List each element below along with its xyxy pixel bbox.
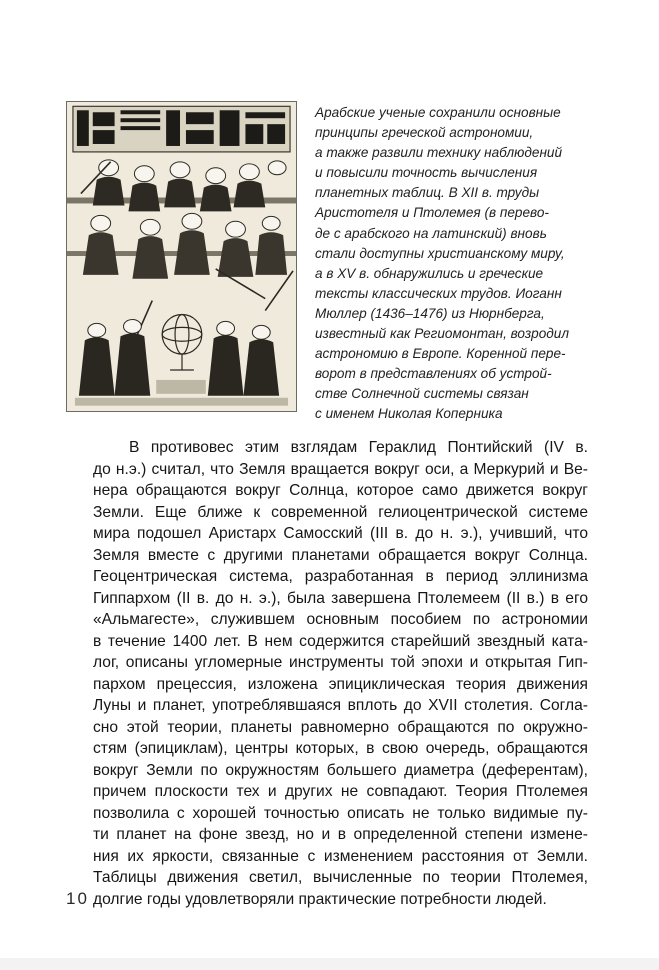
caption-line: планетных таблиц. В XII в. труды	[315, 185, 540, 201]
page-number: 10	[66, 889, 89, 908]
caption-line: Мюллер (1436–1476) из Нюрнберга,	[315, 305, 545, 321]
caption-line: с именем Николая Коперника	[315, 406, 503, 422]
caption-line: тексты классических трудов. Иоганн	[315, 285, 562, 301]
body-line: Земля вместе с другими планетами обращается вокруг Солнца.	[93, 546, 588, 564]
astronomers-illustration	[66, 101, 297, 412]
caption-line: де с арабского на латинский) вновь	[315, 225, 547, 241]
body-line: до н.э.) считал, что Земля вращается вокруг оси, а Меркурий и Ве-	[93, 460, 588, 478]
astronomers-observatory-miniature-icon	[67, 102, 296, 411]
caption-line: и повысили точность вычисления	[315, 165, 538, 181]
caption-line: Арабские ученые сохранили основные	[315, 105, 561, 120]
body-line: в течение 1400 лет. В нем содержится старейший звездный ката-	[93, 632, 588, 650]
body-line: пархом прецессия, изложена эпициклическая теория движения	[93, 675, 588, 693]
body-line: сно этой теории, планеты равномерно обращаются по окружно-	[93, 718, 588, 736]
body-paragraph	[93, 437, 588, 910]
body-line: Геоцентрическая система, разработанная в период эллинизма	[93, 568, 588, 585]
caption-line: ворот в представлениях об устрой-	[315, 366, 552, 382]
body-line: позволила с хорошей точностью описать не только видимые пу-	[93, 804, 588, 822]
body-line: Луны и планет, употреблявшаяся вплоть до XVII столетия. Согла-	[93, 697, 588, 714]
caption-line: стве Солнечной системы связан	[315, 386, 529, 402]
body-line: стям (эпициклам), центры которых, в свою очередь, обращаются	[93, 740, 588, 757]
caption-line: а также развили технику наблюдений	[315, 145, 563, 161]
illustration-caption	[315, 103, 585, 425]
body-line: вокруг Земли по окружностям большего диаметра (деферентам),	[93, 761, 588, 779]
caption-line: астрономию в Европе. Коренной пере-	[315, 346, 566, 362]
body-line: нера обращаются вокруг Солнца, которое само движется вокруг	[93, 482, 588, 499]
body-line: «Альмагесте», служившем основным пособием по астрономии	[93, 611, 588, 628]
caption-line: принципы греческой астрономии,	[315, 125, 534, 141]
body-line: Земли. Еще ближе к современной гелиоцентрической системе	[93, 503, 588, 521]
body-line: Гиппархом (II в. до н. э.), была завершена Птолемеем (II в.) в его	[93, 589, 588, 607]
body-line: лог, описаны угломерные инструменты той эпохи и открытая Гип-	[93, 654, 588, 671]
body-line: причем плоскости тех и других не совпадают. Теория Птолемея	[93, 783, 588, 800]
caption-line: Аристотеля и Птолемея (в перево-	[315, 205, 549, 221]
body-line: Таблицы движения светил, вычисленные по теории Птолемея,	[93, 869, 588, 886]
body-line: В противовес этим взглядам Гераклид Понтийский (IV в.	[129, 439, 588, 456]
body-line: долгие годы удовлетворяли практические потребности людей.	[93, 890, 547, 908]
body-line: ти планет на фоне звезд, но и в определенной степени измене-	[93, 826, 588, 843]
caption-line: известный как Региомонтан, возродил	[315, 326, 570, 342]
bottom-margin-strip	[0, 958, 659, 970]
body-line: мира подошел Аристарх Самосский (III в. до н. э.), учивший, что	[93, 525, 588, 542]
caption-line: а в XV в. обнаружились и греческие	[315, 265, 544, 281]
caption-line: стали доступны христианскому миру,	[315, 245, 565, 261]
body-line: ния их яркости, связанные с изменением расстояния от Земли.	[93, 847, 588, 865]
